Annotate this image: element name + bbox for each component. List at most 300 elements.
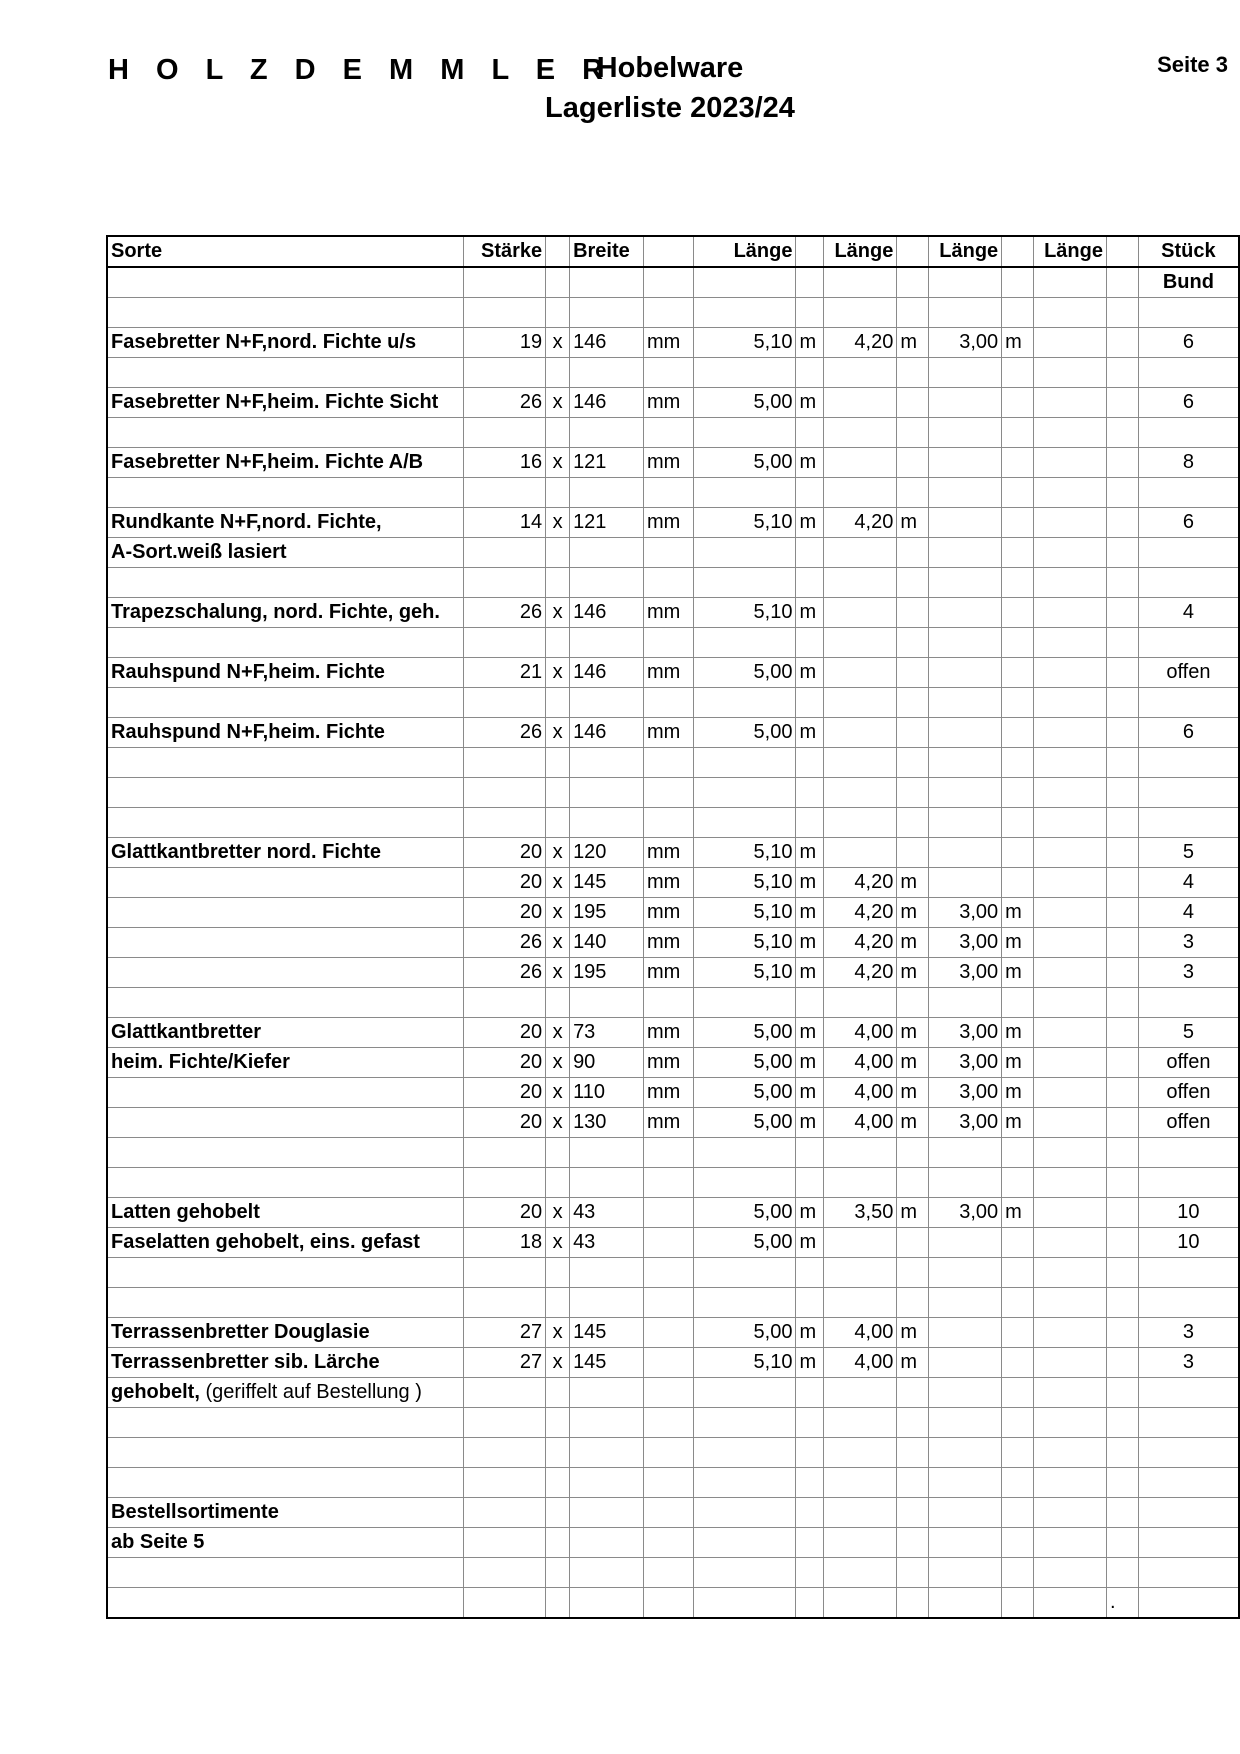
cell-m1 bbox=[796, 1528, 824, 1558]
cell-m4 bbox=[1107, 298, 1139, 328]
cell-x bbox=[546, 1408, 570, 1438]
cell-staerke bbox=[464, 1138, 546, 1168]
cell-breite bbox=[570, 538, 644, 568]
cell-laenge1 bbox=[693, 1558, 796, 1588]
cell-laenge2 bbox=[824, 988, 897, 1018]
cell-text: 14 bbox=[519, 511, 543, 533]
cell-m3 bbox=[1002, 928, 1034, 958]
cell-laenge2 bbox=[824, 1438, 897, 1468]
cell-text: 145 bbox=[573, 871, 607, 893]
cell-m4 bbox=[1107, 358, 1139, 388]
cell-staerke bbox=[464, 1198, 546, 1228]
cell-x bbox=[546, 658, 570, 688]
cell-laenge4 bbox=[1034, 1048, 1107, 1078]
cell-sorte bbox=[107, 328, 464, 358]
table-row bbox=[107, 718, 1239, 748]
header-x bbox=[546, 236, 570, 267]
cell-breite bbox=[570, 1258, 644, 1288]
cell-unit bbox=[643, 808, 693, 838]
cell-breite bbox=[570, 1438, 644, 1468]
cell-m3 bbox=[1002, 388, 1034, 418]
cell-x bbox=[546, 808, 570, 838]
cell-unit bbox=[643, 508, 693, 538]
table-row bbox=[107, 508, 1239, 538]
cell-m2 bbox=[897, 508, 929, 538]
cell-m2 bbox=[897, 898, 929, 928]
cell-text: Rundkante N+F,nord. Fichte, bbox=[111, 511, 382, 533]
cell-text: m bbox=[900, 1051, 918, 1073]
cell-sorte bbox=[107, 358, 464, 388]
cell-m2 bbox=[897, 418, 929, 448]
cell-staerke bbox=[464, 1048, 546, 1078]
cell-text: 146 bbox=[573, 661, 607, 683]
cell-breite bbox=[570, 1198, 644, 1228]
cell-text: mm bbox=[646, 331, 681, 353]
cell-unit bbox=[643, 388, 693, 418]
cell-text: offen bbox=[1166, 661, 1211, 683]
table-row bbox=[107, 898, 1239, 928]
cell-laenge3 bbox=[929, 328, 1002, 358]
cell-text: 4 bbox=[1182, 871, 1194, 893]
cell-text: Fasebretter N+F,heim. Fichte A/B bbox=[111, 451, 424, 473]
cell-m1 bbox=[796, 868, 824, 898]
cell-x bbox=[546, 898, 570, 928]
cell-laenge2 bbox=[824, 1018, 897, 1048]
cell-unit bbox=[643, 628, 693, 658]
cell-text: 4,00 bbox=[854, 1081, 894, 1103]
cell-text: m bbox=[900, 961, 918, 983]
cell-text: x bbox=[552, 871, 563, 893]
cell-stueck bbox=[1138, 1348, 1239, 1378]
cell-laenge2 bbox=[824, 688, 897, 718]
cell-sorte bbox=[107, 1168, 464, 1198]
cell-text: 3,00 bbox=[959, 961, 999, 983]
header-m2 bbox=[897, 236, 929, 267]
cell-m3 bbox=[1002, 598, 1034, 628]
cell-x bbox=[546, 418, 570, 448]
cell-laenge1 bbox=[693, 1468, 796, 1498]
cell-text: 73 bbox=[573, 1021, 596, 1043]
cell-laenge1 bbox=[693, 1498, 796, 1528]
cell-stueck bbox=[1138, 658, 1239, 688]
cell-sorte bbox=[107, 658, 464, 688]
cell-laenge3 bbox=[929, 748, 1002, 778]
cell-stueck bbox=[1138, 628, 1239, 658]
cell-laenge3 bbox=[929, 868, 1002, 898]
cell-m1 bbox=[796, 838, 824, 868]
cell-text: x bbox=[552, 721, 563, 743]
cell-laenge2 bbox=[824, 1498, 897, 1528]
cell-laenge1 bbox=[693, 1258, 796, 1288]
cell-laenge2 bbox=[824, 1198, 897, 1228]
cell-text: m bbox=[799, 391, 817, 413]
table-row bbox=[107, 298, 1239, 328]
cell-sorte bbox=[107, 1288, 464, 1318]
cell-text: 195 bbox=[573, 901, 607, 923]
cell-text: 5 bbox=[1182, 1021, 1194, 1043]
cell-laenge2 bbox=[824, 718, 897, 748]
cell-sorte bbox=[107, 1108, 464, 1138]
cell-m4 bbox=[1107, 928, 1139, 958]
cell-m4 bbox=[1107, 1468, 1139, 1498]
cell-text: 5,10 bbox=[753, 601, 793, 623]
cell-unit bbox=[643, 478, 693, 508]
cell-text: Bund bbox=[1162, 271, 1214, 293]
cell-sorte bbox=[107, 568, 464, 598]
cell-unit bbox=[643, 1528, 693, 1558]
cell-laenge3 bbox=[929, 1318, 1002, 1348]
cell-m1 bbox=[796, 1078, 824, 1108]
table-row bbox=[107, 568, 1239, 598]
cell-laenge1 bbox=[693, 478, 796, 508]
cell-text: 26 bbox=[519, 961, 543, 983]
cell-unit bbox=[643, 1198, 693, 1228]
cell-breite bbox=[570, 868, 644, 898]
cell-unit bbox=[643, 688, 693, 718]
cell-stueck bbox=[1138, 1318, 1239, 1348]
cell-text: 121 bbox=[573, 511, 607, 533]
cell-text: . bbox=[1110, 1591, 1116, 1613]
cell-text: x bbox=[552, 511, 563, 533]
cell-laenge1 bbox=[693, 928, 796, 958]
cell-breite bbox=[570, 1288, 644, 1318]
cell-breite bbox=[570, 778, 644, 808]
cell-laenge1 bbox=[693, 1018, 796, 1048]
cell-m3 bbox=[1002, 748, 1034, 778]
cell-x bbox=[546, 388, 570, 418]
cell-laenge2 bbox=[824, 838, 897, 868]
cell-sorte bbox=[107, 418, 464, 448]
cell-text: 5,00 bbox=[753, 391, 793, 413]
cell-laenge1 bbox=[693, 988, 796, 1018]
cell-laenge2 bbox=[824, 418, 897, 448]
cell-text: 145 bbox=[573, 1351, 607, 1373]
cell-stueck bbox=[1138, 808, 1239, 838]
cell-stueck bbox=[1138, 928, 1239, 958]
cell-staerke bbox=[464, 1498, 546, 1528]
cell-laenge4 bbox=[1034, 1078, 1107, 1108]
cell-x bbox=[546, 748, 570, 778]
cell-m1 bbox=[796, 598, 824, 628]
cell-sorte bbox=[107, 1558, 464, 1588]
cell-stueck bbox=[1138, 748, 1239, 778]
cell-unit bbox=[643, 718, 693, 748]
cell-laenge2 bbox=[824, 1318, 897, 1348]
cell-m1 bbox=[796, 688, 824, 718]
cell-laenge2 bbox=[824, 1048, 897, 1078]
cell-breite bbox=[570, 508, 644, 538]
cell-breite bbox=[570, 1528, 644, 1558]
table-row bbox=[107, 538, 1239, 568]
table-row bbox=[107, 1048, 1239, 1078]
cell-x bbox=[546, 1348, 570, 1378]
cell-laenge3 bbox=[929, 1138, 1002, 1168]
header-sorte: Sorte bbox=[107, 236, 464, 267]
cell-laenge1 bbox=[693, 1288, 796, 1318]
cell-sorte bbox=[107, 778, 464, 808]
cell-staerke bbox=[464, 1228, 546, 1258]
cell-laenge2 bbox=[824, 568, 897, 598]
cell-text: ab Seite 5 bbox=[111, 1531, 205, 1553]
cell-m2 bbox=[897, 598, 929, 628]
cell-m2 bbox=[897, 1288, 929, 1318]
cell-text: 5,10 bbox=[753, 331, 793, 353]
cell-sorte bbox=[107, 688, 464, 718]
cell-text: x bbox=[552, 1321, 563, 1343]
header-breite: Breite bbox=[570, 236, 644, 267]
cell-text: x bbox=[552, 901, 563, 923]
cell-text: 4 bbox=[1182, 601, 1194, 623]
cell-x bbox=[546, 298, 570, 328]
cell-text: m bbox=[900, 1201, 918, 1223]
cell-text: x bbox=[552, 931, 563, 953]
cell-text: Trapezschalung, nord. Fichte, geh. bbox=[111, 601, 440, 623]
cell-text: heim. Fichte/Kiefer bbox=[111, 1051, 290, 1073]
cell-x bbox=[546, 598, 570, 628]
cell-laenge3 bbox=[929, 658, 1002, 688]
cell-text: m bbox=[799, 1231, 817, 1253]
cell-unit bbox=[643, 1288, 693, 1318]
cell-staerke bbox=[464, 568, 546, 598]
cell-m1 bbox=[796, 1108, 824, 1138]
cell-text: 4,20 bbox=[854, 331, 894, 353]
cell-staerke bbox=[464, 1168, 546, 1198]
cell-x bbox=[546, 538, 570, 568]
cell-m2 bbox=[897, 928, 929, 958]
cell-breite bbox=[570, 628, 644, 658]
cell-staerke bbox=[464, 1558, 546, 1588]
cell-text: Fasebretter N+F,heim. Fichte Sicht bbox=[111, 391, 439, 413]
cell-x bbox=[546, 928, 570, 958]
cell-text: offen bbox=[1166, 1081, 1211, 1103]
cell-laenge1 bbox=[693, 418, 796, 448]
cell-text: 195 bbox=[573, 961, 607, 983]
cell-staerke bbox=[464, 928, 546, 958]
cell-text: m bbox=[799, 1021, 817, 1043]
cell-text: mm bbox=[646, 1081, 681, 1103]
cell-sorte bbox=[107, 988, 464, 1018]
cell-text: m bbox=[1005, 1051, 1022, 1073]
cell-unit bbox=[643, 1318, 693, 1348]
cell-text: Bestellsortimente bbox=[111, 1501, 279, 1523]
table-row bbox=[107, 928, 1239, 958]
cell-x bbox=[546, 718, 570, 748]
cell-text: 5 bbox=[1182, 841, 1194, 863]
cell-sorte bbox=[107, 508, 464, 538]
cell-stueck bbox=[1138, 988, 1239, 1018]
cell-m1 bbox=[796, 1048, 824, 1078]
cell-text: m bbox=[1005, 1021, 1022, 1043]
cell-laenge3 bbox=[929, 1378, 1002, 1408]
cell-m1 bbox=[796, 958, 824, 988]
cell-sorte bbox=[107, 1078, 464, 1108]
cell-text: 4,20 bbox=[854, 931, 894, 953]
cell-staerke bbox=[464, 1348, 546, 1378]
cell-text: 5,00 bbox=[753, 1081, 793, 1103]
cell-text: 4,00 bbox=[854, 1351, 894, 1373]
cell-stueck bbox=[1138, 1528, 1239, 1558]
cell-breite bbox=[570, 418, 644, 448]
cell-laenge2 bbox=[824, 508, 897, 538]
cell-breite bbox=[570, 1168, 644, 1198]
cell-m4 bbox=[1107, 1408, 1139, 1438]
cell-laenge3 bbox=[929, 1108, 1002, 1138]
cell-unit bbox=[643, 328, 693, 358]
cell-breite bbox=[570, 267, 644, 298]
cell-laenge3 bbox=[929, 1558, 1002, 1588]
cell-staerke bbox=[464, 1528, 546, 1558]
cell-sorte bbox=[107, 1528, 464, 1558]
cell-m2 bbox=[897, 1558, 929, 1588]
cell-text: x bbox=[552, 1051, 563, 1073]
table-row bbox=[107, 1528, 1239, 1558]
cell-m1 bbox=[796, 1198, 824, 1228]
cell-text: 90 bbox=[573, 1051, 596, 1073]
cell-laenge3 bbox=[929, 1438, 1002, 1468]
cell-text: m bbox=[799, 601, 817, 623]
cell-text: m bbox=[799, 451, 817, 473]
cell-text: m bbox=[799, 1351, 817, 1373]
cell-text: 4,20 bbox=[854, 511, 894, 533]
cell-text: m bbox=[900, 1021, 918, 1043]
header-laenge3: Länge bbox=[929, 236, 1002, 267]
cell-breite bbox=[570, 688, 644, 718]
cell-m4 bbox=[1107, 1168, 1139, 1198]
cell-note: (geriffelt auf Bestellung ) bbox=[199, 1381, 422, 1403]
cell-stueck bbox=[1138, 388, 1239, 418]
cell-text: x bbox=[552, 961, 563, 983]
cell-m4 bbox=[1107, 478, 1139, 508]
cell-text: 4 bbox=[1182, 901, 1194, 923]
cell-text: x bbox=[552, 841, 563, 863]
cell-m3 bbox=[1002, 1318, 1034, 1348]
cell-x bbox=[546, 778, 570, 808]
cell-stueck bbox=[1138, 868, 1239, 898]
cell-m4 bbox=[1107, 748, 1139, 778]
cell-m4 bbox=[1107, 1108, 1139, 1138]
cell-x bbox=[546, 1468, 570, 1498]
table-row bbox=[107, 1018, 1239, 1048]
cell-breite bbox=[570, 808, 644, 838]
cell-laenge2 bbox=[824, 898, 897, 928]
cell-laenge2 bbox=[824, 1408, 897, 1438]
cell-m1 bbox=[796, 1558, 824, 1588]
cell-stueck bbox=[1138, 718, 1239, 748]
cell-text: 145 bbox=[573, 1321, 607, 1343]
cell-text: A-Sort.weiß lasiert bbox=[111, 541, 287, 563]
table-row bbox=[107, 267, 1239, 298]
cell-m3 bbox=[1002, 358, 1034, 388]
cell-text: 27 bbox=[519, 1321, 543, 1343]
cell-m3 bbox=[1002, 628, 1034, 658]
cell-unit bbox=[643, 298, 693, 328]
cell-x bbox=[546, 1048, 570, 1078]
cell-m2 bbox=[897, 1588, 929, 1619]
cell-m4 bbox=[1107, 508, 1139, 538]
page-number: Seite 3 bbox=[1157, 52, 1228, 77]
cell-m2 bbox=[897, 1228, 929, 1258]
cell-text: m bbox=[1005, 1201, 1022, 1223]
cell-text: m bbox=[799, 331, 817, 353]
cell-stueck bbox=[1138, 1198, 1239, 1228]
cell-breite bbox=[570, 928, 644, 958]
cell-m4 bbox=[1107, 598, 1139, 628]
cell-m1 bbox=[796, 508, 824, 538]
cell-laenge4 bbox=[1034, 1108, 1107, 1138]
cell-m1 bbox=[796, 988, 824, 1018]
cell-laenge1 bbox=[693, 598, 796, 628]
cell-x bbox=[546, 1498, 570, 1528]
cell-m3 bbox=[1002, 838, 1034, 868]
cell-sorte bbox=[107, 1138, 464, 1168]
cell-sorte bbox=[107, 1048, 464, 1078]
cell-text: m bbox=[900, 1351, 918, 1373]
cell-text: m bbox=[900, 1111, 918, 1133]
cell-x bbox=[546, 448, 570, 478]
cell-m4 bbox=[1107, 1348, 1139, 1378]
table-row bbox=[107, 598, 1239, 628]
cell-text: 5,10 bbox=[753, 901, 793, 923]
cell-m1 bbox=[796, 1438, 824, 1468]
cell-staerke bbox=[464, 1318, 546, 1348]
cell-laenge2 bbox=[824, 868, 897, 898]
table-row bbox=[107, 1378, 1239, 1408]
cell-sorte bbox=[107, 1258, 464, 1288]
cell-unit bbox=[643, 1378, 693, 1408]
cell-laenge3 bbox=[929, 898, 1002, 928]
cell-laenge4 bbox=[1034, 1588, 1107, 1619]
cell-m4 bbox=[1107, 448, 1139, 478]
cell-m1 bbox=[796, 778, 824, 808]
cell-laenge3 bbox=[929, 778, 1002, 808]
cell-text: 3,00 bbox=[959, 1111, 999, 1133]
cell-stueck bbox=[1138, 508, 1239, 538]
cell-laenge4 bbox=[1034, 538, 1107, 568]
cell-text: 26 bbox=[519, 721, 543, 743]
cell-stueck bbox=[1138, 958, 1239, 988]
cell-laenge1 bbox=[693, 628, 796, 658]
cell-text: m bbox=[900, 871, 918, 893]
cell-stueck bbox=[1138, 1018, 1239, 1048]
cell-staerke bbox=[464, 628, 546, 658]
cell-breite bbox=[570, 1558, 644, 1588]
cell-text: 27 bbox=[519, 1351, 543, 1373]
table-row bbox=[107, 478, 1239, 508]
cell-m2 bbox=[897, 1348, 929, 1378]
cell-breite bbox=[570, 1408, 644, 1438]
cell-laenge2 bbox=[824, 1258, 897, 1288]
cell-laenge1 bbox=[693, 1528, 796, 1558]
cell-text: 4,20 bbox=[854, 901, 894, 923]
cell-x bbox=[546, 328, 570, 358]
cell-text: m bbox=[799, 901, 817, 923]
cell-m3 bbox=[1002, 448, 1034, 478]
table-row bbox=[107, 1168, 1239, 1198]
cell-text: x bbox=[552, 661, 563, 683]
cell-text: 5,10 bbox=[753, 1351, 793, 1373]
cell-m2 bbox=[897, 1138, 929, 1168]
cell-sorte bbox=[107, 808, 464, 838]
cell-text: mm bbox=[646, 601, 681, 623]
cell-x bbox=[546, 1108, 570, 1138]
cell-text: 3,00 bbox=[959, 931, 999, 953]
table-row bbox=[107, 628, 1239, 658]
cell-m3 bbox=[1002, 538, 1034, 568]
cell-breite bbox=[570, 1138, 644, 1168]
cell-unit bbox=[643, 1108, 693, 1138]
cell-stueck bbox=[1138, 1228, 1239, 1258]
cell-m2 bbox=[897, 538, 929, 568]
